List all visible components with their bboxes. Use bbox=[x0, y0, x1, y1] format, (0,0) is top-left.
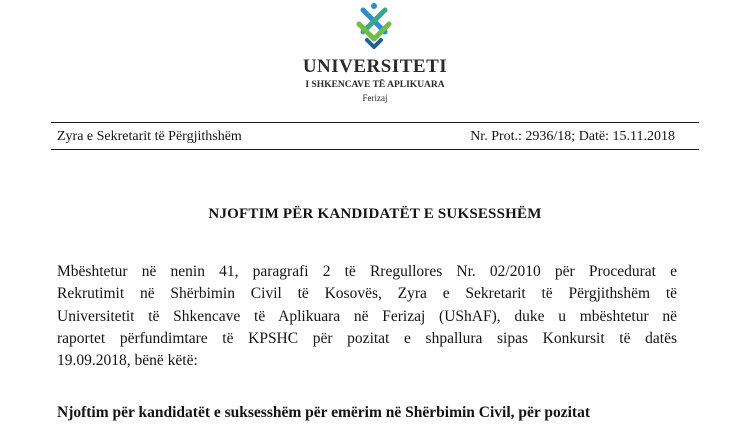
body-line: raportet përfundimtare të KPSHC për pozitat e shpallura sipas Konkursit të datës bbox=[57, 329, 677, 347]
university-city: Ferizaj bbox=[362, 93, 388, 103]
meta-divider bbox=[51, 149, 699, 150]
university-subtitle: I SHKENCAVE TË APLIKUARA bbox=[305, 80, 445, 90]
body-line: Mbështetur në nenin 41, paragrafi 2 të Rregullores Nr. 02/2010 për Procedurat e bbox=[57, 263, 677, 280]
header-divider bbox=[51, 122, 699, 123]
office-name: Zyra e Sekretarit të Përgjithshëm bbox=[57, 129, 242, 144]
protocol-number: Nr. Prot.: 2936/18; Datë: 15.11.2018 bbox=[470, 129, 675, 144]
notice-heading: Njoftim për kandidatët e suksesshëm për emërim në Shërbimin Civil, për pozitat bbox=[57, 404, 591, 421]
university-logo-icon bbox=[349, 2, 399, 52]
body-line: Universitetit të Shkencave të Aplikuara në Ferizaj (UShAF), duke u mbështetur në bbox=[57, 307, 677, 325]
body-line: Rekrutimit në Shërbimin Civil të Kosovës, Zyra e Sekretarit të Përgjithshëm të bbox=[57, 285, 677, 303]
document-title: NJOFTIM PËR KANDIDATËT E SUKSESSHËM bbox=[208, 206, 542, 222]
university-name: UNIVERSITETI bbox=[302, 56, 448, 77]
body-line: 19.09.2018, bënë këtë: bbox=[57, 352, 198, 370]
body-paragraph bbox=[57, 261, 677, 372]
